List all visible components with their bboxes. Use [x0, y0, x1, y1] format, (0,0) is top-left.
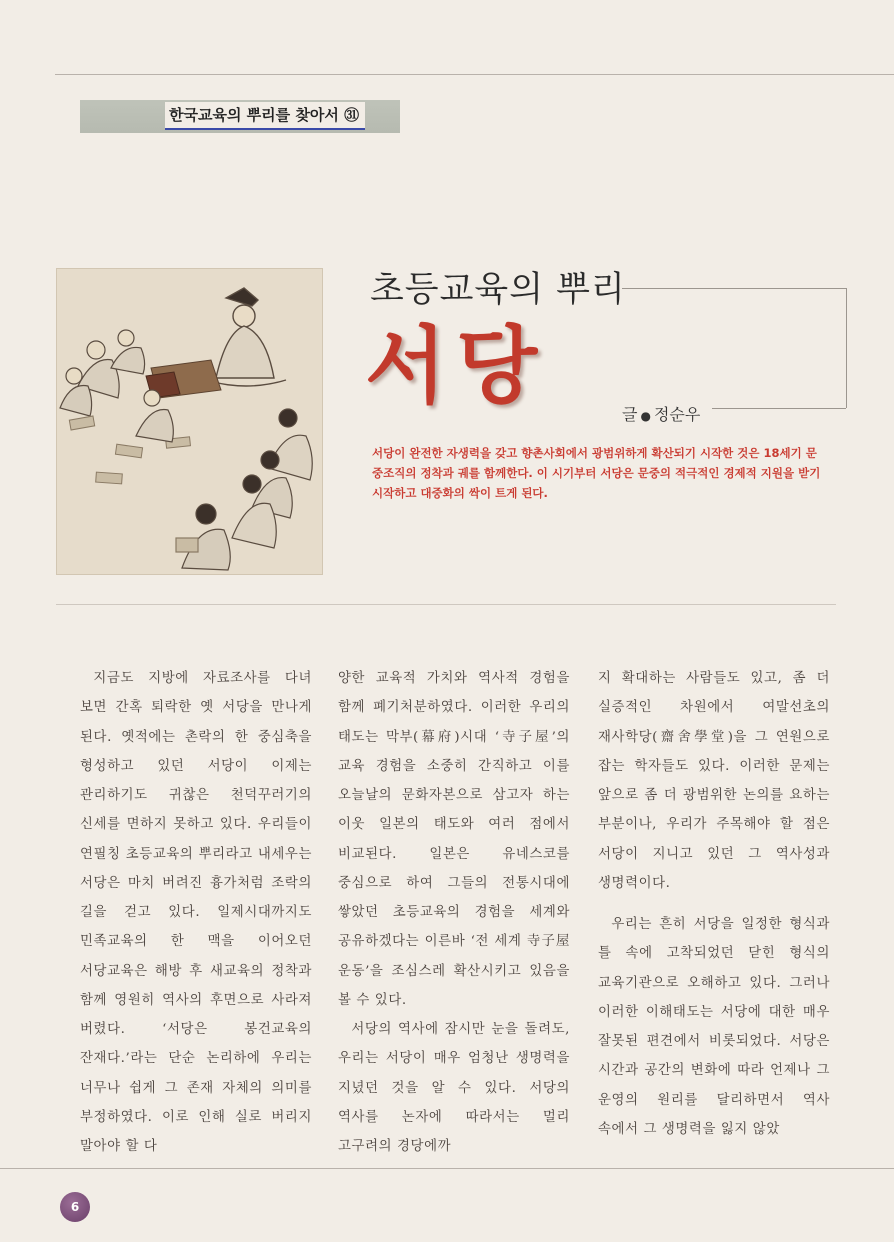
article-title: 서당: [365, 316, 548, 415]
bullet-icon: ●: [640, 409, 651, 423]
body-column-1: [80, 664, 312, 1161]
body-paragraph: 우리는 흔히 서당을 일정한 형식과 틀 속에 고착되었던 닫힌 형식의 교육기관으로 오해하고 있다. 그러나 이러한 이해태도는 서당에 대한 매우 잘못된 편견에서 비롯되었다. 서당은 시간과 공간의 변화에 따라 언제나 그 운영의 원리를 달리하면서 역사 속에서 그 생명력을 잃지 않았: [598, 917, 830, 1137]
author-name: 정순우: [653, 405, 701, 424]
top-rule: [55, 74, 894, 75]
body-column-3: [598, 664, 830, 1144]
kicker-rule: [622, 288, 846, 289]
seodang-painting: [56, 268, 323, 575]
bottom-rule: [0, 1168, 894, 1169]
body-column-2: [338, 664, 570, 1161]
byline-prefix: 글: [622, 405, 638, 424]
article-kicker: 초등교육의 뿌리: [370, 270, 626, 310]
series-header: [165, 102, 365, 130]
article-lead: 서당이 완전한 자생력을 갖고 향촌사회에서 광범위하게 확산되기 시작한 것은 18세기 문중조직의 정착과 궤를 함께한다. 이 시기부터 서당은 문중의 적극적인 경제적 지원을 받기 시작하고 대중화의 싹이 트게 된다.: [372, 446, 821, 500]
frame-right-rule: [846, 288, 847, 408]
body-paragraph: 지금도 지방에 자료조사를 다녀 보면 간혹 퇴락한 옛 서당을 만나게 된다. 옛적에는 촌락의 한 중심축을 형성하고 있던 서당이 이제는 관리하기도 귀찮은 천덕꾸러기의 신세를 면하지 못하고 있다. 우리들이 연필칭 초등교육의 뿌리라고 내세우는 서당은 마치 버려진 흉가처럼 조락의 길을 걷고 있다. 일제시대까지도 민족교육의 한 맥을 이어오던 서당교육은 해방 후 새교육의 정착과 함께 영원히 역사의 후면으로 사라져 버렸다. ‘서당은 봉건교육의 잔재다.’라는 단순 논리하에 우리는 너무나 쉽게 그 존재 자체의 의미를 부정하였다. 이로 인해 실로 버리지 말아야 할 다: [80, 671, 312, 1154]
series-title: 한국교육의 뿌리를 찾아서: [169, 106, 339, 124]
page-number: 6: [60, 1192, 90, 1222]
body-paragraph: 양한 교육적 가치와 역사적 경험을 함께 폐기처분하였다. 이러한 우리의 태도는 막부(幕府)시대 ‘寺子屋’의 교육 경험을 소중히 간직하고 이를 오늘날의 문화자본으로 삼고자 하는 이웃 일본의 태도와 여러 점에서 비교된다. 일본은 유네스코를 중심으로 하여 그들의 전통시대에 쌓았던 초등교육의 경험을 세계와 공유하겠다는 이른바 ‘전 세계 寺子屋 운동’을 조심스레 확산시키고 있음을 볼 수 있다.: [338, 671, 570, 1008]
lead-bottom-rule: [56, 604, 836, 605]
body-paragraph: 서당의 역사에 잠시만 눈을 돌려도, 우리는 서당이 매우 엄청난 생명력을 지녔던 것을 알 수 있다. 서당의 역사를 논자에 따라서는 멀리 고구려의 경당에까: [338, 1022, 570, 1154]
series-number: ㉛: [344, 106, 360, 124]
byline: [622, 402, 700, 425]
body-paragraph: 지 확대하는 사람들도 있고, 좀 더 실증적인 차원에서 여말선초의 재사학당(齋舍學堂)을 그 연원으로 잡는 학자들도 있다. 이러한 문제는 앞으로 좀 더 광범위한 논의를 요하는 부분이나, 우리가 주목해야 할 점은 서당이 지니고 있던 그 역사성과 생명력이다.: [598, 671, 830, 891]
byline-rule: [712, 408, 846, 409]
